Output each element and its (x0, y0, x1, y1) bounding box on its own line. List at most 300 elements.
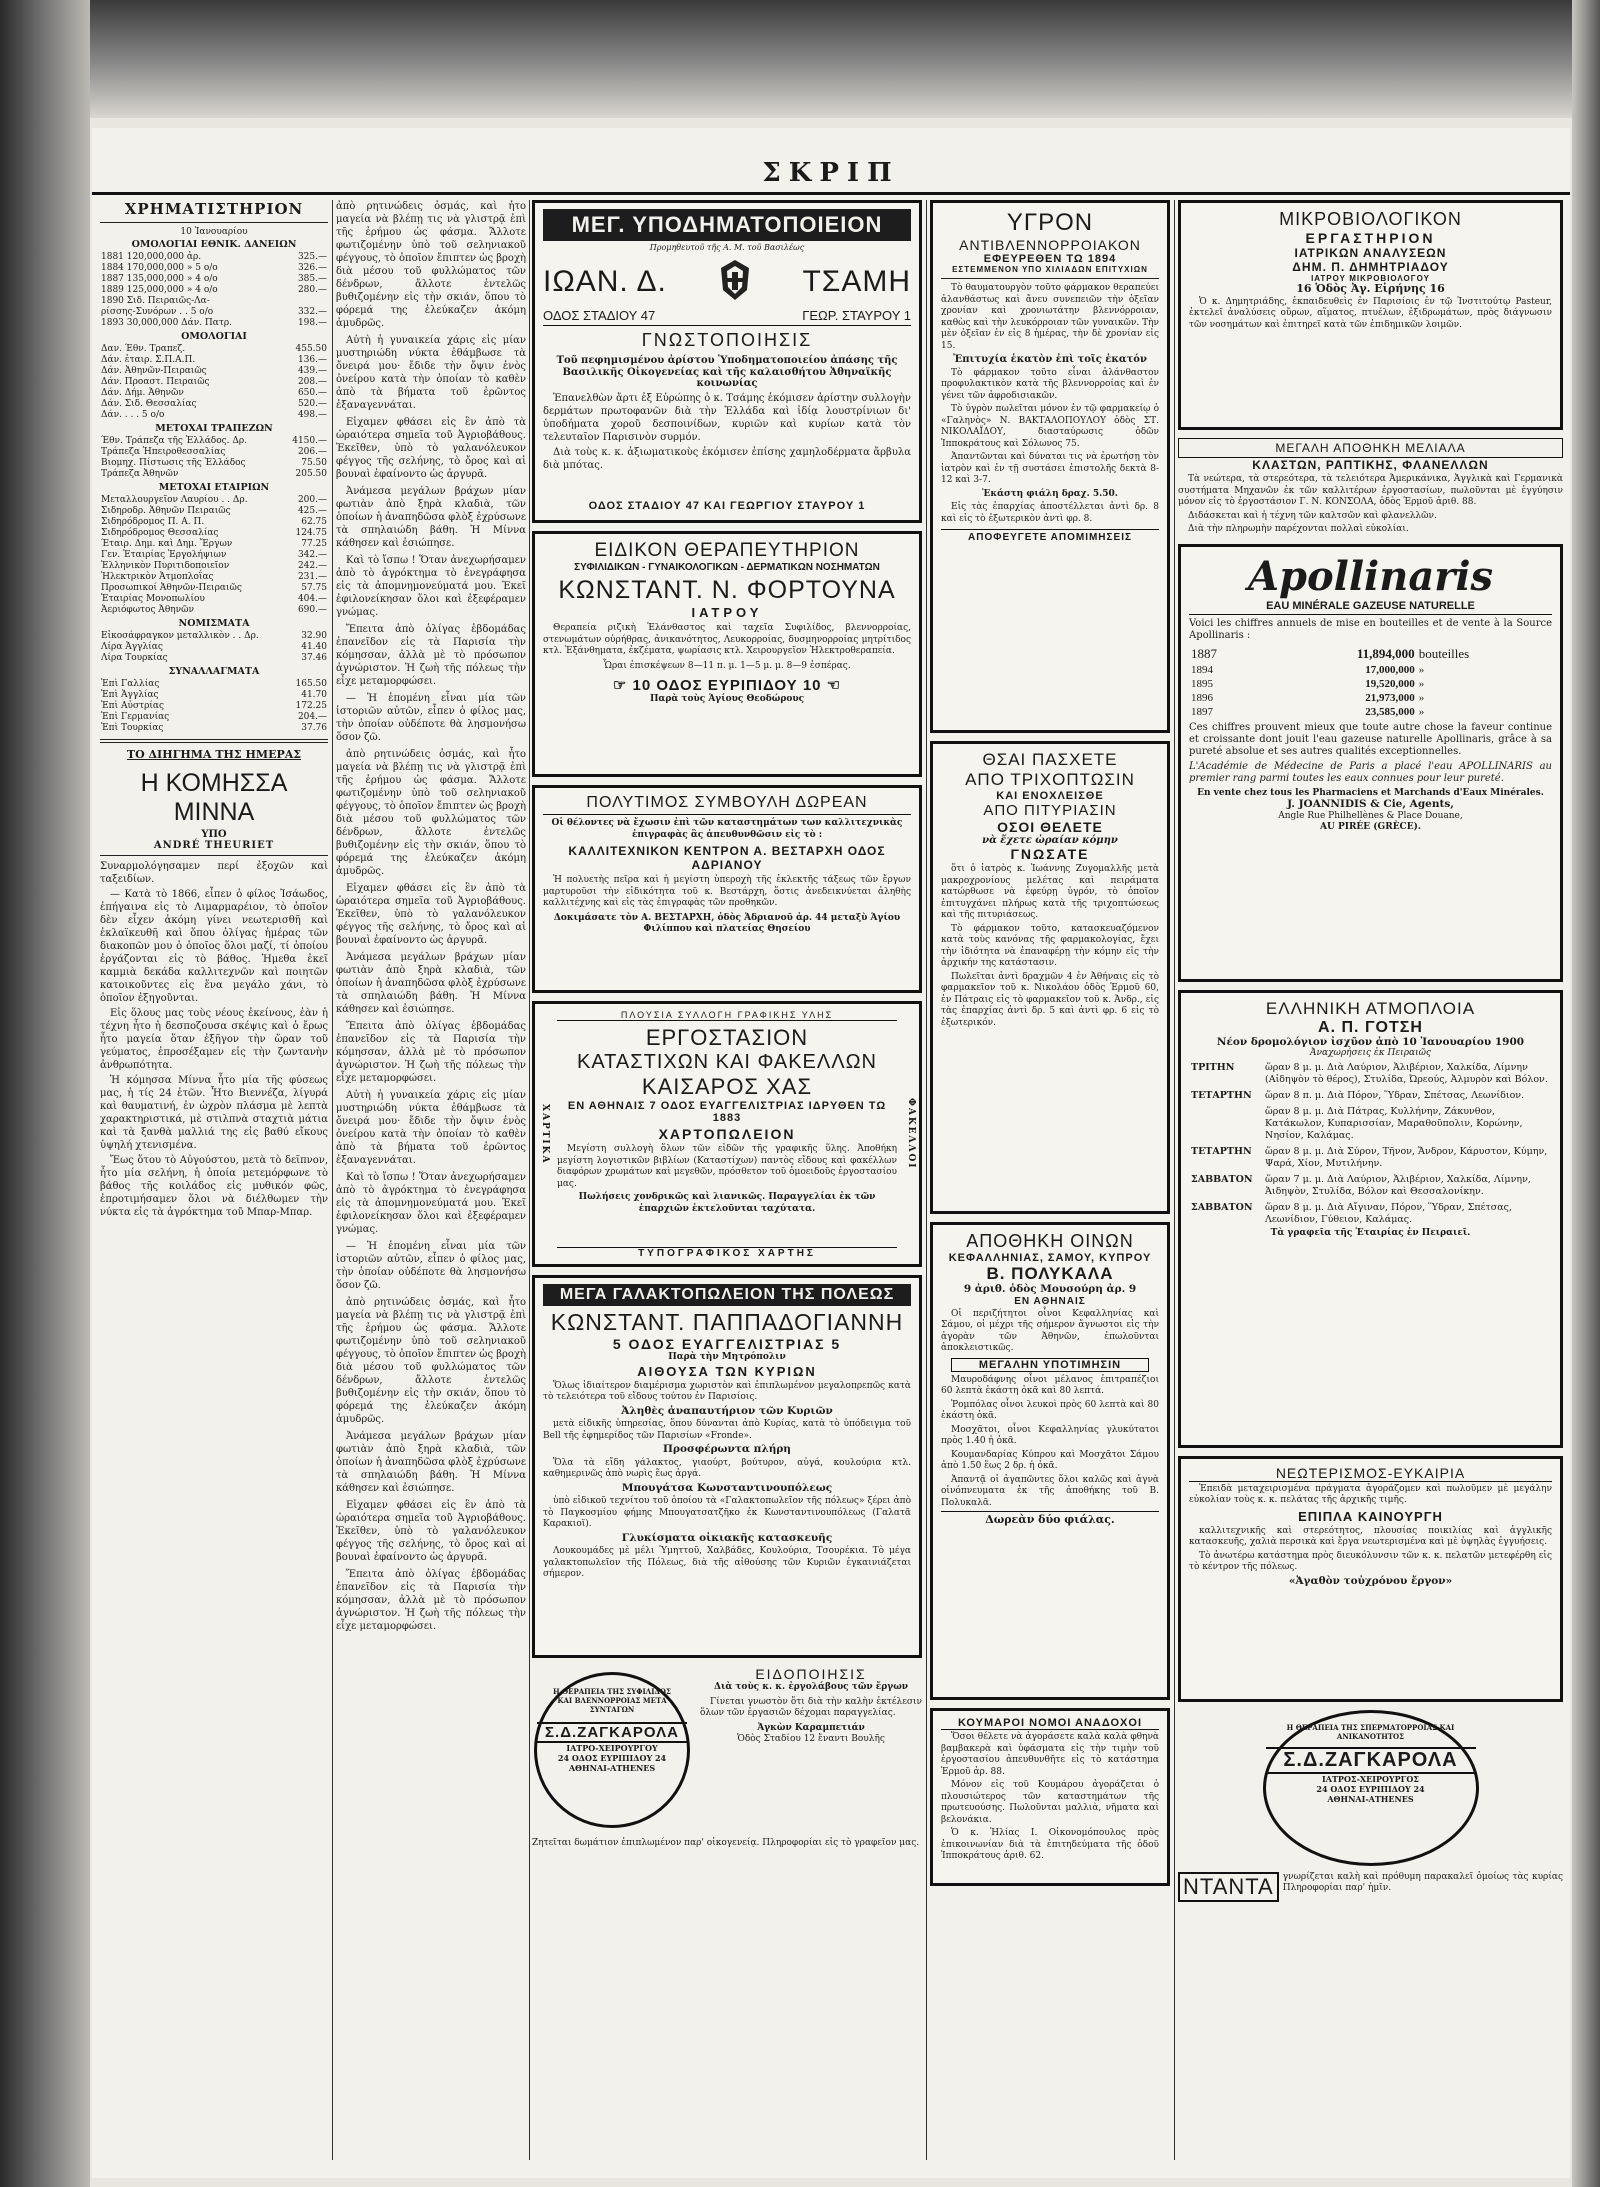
ad-tsami-body: Διὰ τοὺς κ. κ. ἀξιωματικοὺς ἐκόμισεν ἐπίσης χαμηλοδέρματα ἄρβυλα διὰ μπότας. (543, 446, 911, 471)
apollinaris-year: 1895 (1191, 677, 1213, 690)
ad-vestarchi-title: ΠΟΛΥΤΙΜΟΣ ΣΥΜΒΟΥΛΗ ΔΩΡΕΑΝ (543, 794, 911, 815)
schedule-row (1189, 1200, 1552, 1228)
ad-koumaroi-title: ΚΟΥΜΑΡΟΙ ΝΟΜΟΙ ΑΝΑΔΟΧΟΙ (941, 1717, 1159, 1730)
finance-row-value: 520.— (297, 399, 327, 409)
ad-eukairia-title: ΝΕΩΤΕΡΙΣΜΟΣ-ΕΥΚΑΙΡΙΑ (1189, 1465, 1552, 1482)
finance-column (100, 200, 328, 2160)
ad-chas-foot: ΤΥΠΟΓΡΑΦΙΚΟΣ ΧΑΡΤΗΣ (557, 1247, 897, 1259)
story-paragraph: Αὐτὴ ἡ γυναικεία χάρις εἰς μίαν μυστηριώδη νύκτα ἐθάμβωσε τὰ ὄνειρά μου· ἔδιδε τὴν ὄψιν ἐνὸς ὀνείρου κατὰ τὴν ὁποίαν τὸ καθὲν ἀπὸ τὰ βήματα τοῦ ἐρῶντος ἐξαναγεννάται. (336, 1090, 526, 1166)
ad-ygron-body: Εἰς τὰς ἐπαρχίας ἀποστέλλεται ἀντὶ δρ. 8 καὶ εἰς τὸ ἐξωτερικὸν ἀντὶ φρ. 8. (941, 502, 1159, 524)
ad-trich-body: ὅτι ὁ ἰατρὸς κ. Ἰωάννης Ζυγομαλλῆς μετὰ μακροχρονίους μελέτας καὶ πειράματα κατώρθωσε νὰ ἐφεύρῃ ὑγρόν, τὸ ὁποῖον ἐπιτυγχάνει πλήρως κατὰ τῆς τριχοπτώσεως καὶ τῆς πιτυριάσεως. (941, 864, 1159, 920)
ad-pappadogianni-body: ὑπὸ εἰδικοῦ τεχνίτου τοῦ ὁποίου τὰ «Γαλακτοπωλεῖον τῆς πόλεως» ξέρει ἀπὸ τὸ Παγκοσμίου φήμης Μπουγατσατζῆκο ἐκ Κωνσταντινουπόλεως (Γαλατᾶ Καρακιοϊ). (543, 1496, 911, 1529)
ad-meliala-body: Διδάσκεται καὶ ἡ τέχνη τῶν καλτσῶν καὶ φλανελλῶν. (1188, 510, 1437, 521)
ad-fortouna-name: ΚΩΝΣΤΑΝΤ. Ν. ΦΟΡΤΟΥΝΑ (558, 576, 896, 604)
ad-pappadogianni-body: Ὅλα τὰ εἴδη γάλακτος, γιαούρτ, βούτυρον, αὐγά, κουλούρια κτλ. καθημερινῶς ἀπὸ νωρὶς ἕως ἀργά. (543, 1457, 911, 1479)
ad-fortouna-addr-text: 10 ΟΔΟΣ ΕΥΡΙΠΙΔΟΥ 10 (632, 677, 822, 694)
finance-row-label: Σιδηρόδρομος Θεσσαλίας (101, 528, 219, 538)
story-title: Η ΚΟΜΗΣΣΑ ΜΙΝΝΑ (140, 769, 288, 826)
ad-tsami-addr-row (543, 308, 911, 326)
story-paragraph: Ἔπειτα ἀπὸ ὀλίγας ἑβδομάδας ἐπανεῖδον εἰς τὰ Παρισία τὴν κόμησσαν, ἀλλὰ μὲ τὸ πρόσωπον ἀγνώριστον. Ἡ ζωὴ τῆς πόλεως τὴν εἶχε μεταμορφώσει. (336, 624, 526, 687)
ad-pappadogianni (532, 1275, 922, 1658)
ad-ygron-body: Ἀπαντῶνται καὶ δύναται τις νὰ ἐρωτήσῃ τὸν ἰατρὸν καὶ ἐν τῇ συστάσει ἐπιστολῆς δεκτὰ 8-12 καὶ 3-7. (941, 452, 1159, 485)
ad-ergolavoi-name: Ἀγκὼν Καραμπετιάν (757, 1722, 865, 1733)
ad-ergolavoi-addr: Ὁδὸς Σταδίου 12 ἔναντι Βουλῆς (737, 1734, 885, 1744)
apollinaris-count: 19,520,000 (1365, 677, 1415, 690)
table-bank-shares (100, 436, 328, 480)
table-exchange (100, 679, 328, 734)
ads-column-center (532, 200, 922, 2160)
ad-pappadogianni-body: μετὰ εἰδικῆς ὑπηρεσίας, ὅπου δύνανται ἀπὸ Κυρίας, κατὰ τὸ ὑπόδειγμα τοῦ Bell τῆς ἐφημερίδος τῶν Παρισίων «Fronde». (543, 1419, 911, 1441)
story-paragraph: Εἰς ὅλους μας τοὺς νέους ἐκείνους, ἐὰν ἡ τέχνη ἦτο ἡ δεσποζουσα σκέψις καὶ ὁ ἔρως ἦτο μαγεία ὅταν ἐξῆγον τὴν ὥραν τοῦ γεύματος, ἐπροσέξαμεν εἰς τὴν ζωντανὴν ἀνθρωπότητα. (100, 1008, 328, 1071)
ad-gotsi-sub: Νέον δρομολόγιον ἰσχῦον ἀπὸ 10 Ἰανουαρίου 1900 (1216, 1035, 1525, 1048)
finance-row (100, 296, 328, 307)
finance-row-label: 1890 Σιδ. Πειραιῶς-Λα- (101, 296, 210, 306)
ad-chas-title: ΕΡΓΟΣΤΑΣΙΟΝ (645, 1025, 809, 1050)
finance-row-label: Ἐπὶ Αὐστρίας (101, 701, 165, 711)
finance-row-label: Εἰκοσάφραγκον μεταλλικὸν . . Δρ. (101, 631, 259, 641)
ad-oinon-title: ΑΠΟΘΗΚΗ ΟΙΝΩΝ (966, 1231, 1134, 1251)
finance-title: ΧΡΗΜΑΤΙΣΤΗΡΙΟΝ (124, 200, 304, 218)
ad-ntanta (1178, 1872, 1563, 1902)
ad-eukairia-heading: ΕΠΙΠΛΑ ΚΑΙΝΟΥΡΓΗ (1298, 1508, 1443, 1524)
ad-apollinaris-lead: Voici les chiffres annuels de mise en bouteilles et de vente à la Source Apollinaris : (1189, 617, 1552, 641)
finance-row (100, 318, 328, 329)
ad-meliala-body: Τὰ νεώτερα, τὰ στερεότερα, τὰ τελειότερα Ἀμερικάνικα, Ἀγγλικὰ καὶ Γερμανικὰ συστήματα Μηχανῶν ἐκ τῶν καλλιτέρων ἐργοστασίων, πωλοῦνται μὲ ἐγγύησιν μόνον εἰς τὸ ἐργοστάσιον Γ. Ν. ΚΟΝΣΟΛΑ, ὁδὸς Ἑρμοῦ ἀριθ. 88. (1178, 474, 1563, 507)
schedule-day (1189, 1104, 1263, 1144)
ad-ntanta-title: ΝΤΑΝΤΑ (1178, 1872, 1279, 1902)
ad-trich-t6: νὰ ἔχετε ὡραίαν κόμην (982, 835, 1118, 846)
table-company-shares (100, 495, 328, 616)
ad-pappadogianni-title: ΜΕΓΑ ΓΑΛΑΚΤΟΠΩΛΕΙΟΝ ΤΗΣ ΠΟΛΕΩΣ (543, 1284, 911, 1306)
ad-chas-sales: Πωλήσεις χονδρικῶς καὶ λιανικῶς. Παραγγελίαι ἐκ τῶν ἐπαρχιῶν ἐκτελοῦνται ταχύτατα. (578, 1192, 876, 1214)
finance-row-value: 37.46 (301, 653, 327, 663)
ad-vestarchi-center: ΚΑΛΛΙΤΕΧΝΙΚΟΝ ΚΕΝΤΡΟΝ Α. ΒΕΣΤΑΡΧΗ ΟΔΟΣ ΑΔΡΙΑΝΟΥ (568, 844, 886, 872)
ad-chas-sub: ΚΑΤΑΣΤΙΧΩΝ ΚΑΙ ΦΑΚΕΛΛΩΝ (576, 1051, 877, 1073)
finance-row-value: 231.— (297, 572, 327, 582)
story-paragraph: Ἀνάμεσα μεγάλων βράχων μίαν φωτιὰν ἀπὸ ξηρὰ κλαδιὰ, τῶν ὁποίων ἡ ἀναπηδῶσα φλὸξ ἐχρύσωνε τὰ σπηλαιώδη βάθη. Ἡ Μίννα κάθησεν καὶ ἐσιώπησε. (336, 1431, 526, 1494)
hand-pointer-icon: ☜ (826, 677, 842, 694)
finance-row (100, 469, 328, 480)
finance-row-value: 650.— (297, 388, 327, 398)
schedule-row (1189, 1172, 1552, 1200)
ad-tsami-name1: ΙΩΑΝ. Δ. (543, 265, 667, 298)
ad-oinon-sub: ΚΕΦΑΛΛΗΝΙΑΣ, ΣΑΜΟΥ, ΚΥΠΡΟΥ (948, 1252, 1152, 1264)
stamp-right-city: ΑΘΗΝΑΙ-ΑΤΗΕΝΕS (1327, 1793, 1414, 1804)
finance-row-label: Λίρα Τουρκίας (101, 653, 168, 663)
finance-row-value: 326.— (297, 263, 327, 273)
stamp-left-name: Σ.Δ.ΖΑΓΚΑΡΟΛΑ (537, 1722, 687, 1743)
story-paragraph: — Ἡ ἑπομένη εἶναι μία τῶν ἱστοριῶν αὐτῶν, εἶπεν ὁ φίλος μας, τὴν ὁποίαν οὐδέποτε θὰ λησμονήσω ὅσον ζῶ. (336, 693, 526, 743)
apollinaris-unit: » (1418, 677, 1425, 690)
finance-row-label: Ἑταιρίας Μονοπωλίου (101, 594, 205, 604)
ad-chas-shop: ΧΑΡΤΟΠΩΛΕΙΟΝ (658, 1126, 796, 1142)
story-paragraph: ἀπὸ ρητινώδεις ὀσμάς, καὶ ἦτο μαγεία νὰ βλέπῃ τις νὰ γλιστρᾷ ἐπὶ τῆς ἐρήμου ὡς φάσμα. Ἄλλοτε φωτιζομένην ὑπὸ τοῦ σεληνιακοῦ φέγγους, τὸ ὁποῖον ἔπιπτεν ὡς βροχὴ διὰ μέσου τοῦ φυλλώματος τῶν δένδρων, ἄλλοτε ἐντελῶς βυθιζομένην εἰς τὴν σκιάν, ὅπου τὸ φόρεμά της ἐλεύκαζεν ἀκόμη ἀμυδρῶς. (336, 749, 526, 877)
ad-gotsi-title: ΕΛΛΗΝΙΚΗ ΑΤΜΟΠΛΟΙΑ (1265, 998, 1476, 1018)
finance-row-label: Σιδηρόδρομος Π. Α. Π. (101, 517, 205, 527)
ad-trich-t3: ΚΑΙ ΕΝΟΧΛΕΙΣΘΕ (996, 790, 1104, 802)
column-rule (529, 200, 530, 2160)
finance-row-value: 57.75 (301, 583, 327, 593)
finance-row-value: 206.— (297, 447, 327, 457)
finance-row (100, 690, 328, 701)
finance-row-value: 404.— (297, 594, 327, 604)
finance-row-label: Δάν. ἑταιρ. Σ.Π.Α.Π. (101, 355, 196, 365)
apollinaris-year: 1897 (1191, 705, 1213, 718)
ad-fortouna-sub: ΣΥΦΙΛΙΔΙΚΩΝ - ΓΥΝΑΙΚΟΛΟΓΙΚΩΝ - ΔΕΡΜΑΤΙΚΩΝ ΝΟΣΗΜΑΤΩΝ (574, 562, 880, 573)
ad-vestarchi-lead: Οἱ θέλοντες νὰ ἔχωσιν ἐπὶ τῶν καταστημάτων των καλλιτεχνικὰς ἐπιγραφὰς ἂς ἀπευθυνθῶσιν εἰς τὸ : (551, 818, 903, 840)
stamp-left-role: ΙΑΤΡΟ-ΧΕΙΡΟΥΡΓΟΥ (566, 1743, 658, 1753)
schedule-day: ΤΕΤΑΡΤΗΝ (1191, 1145, 1252, 1157)
story-paragraph: — Κατὰ τὸ 1866, εἶπεν ὁ φίλος Ἰσάωδος, ἐπήγαινα εἰς τὸ Λιμαρμαρέιον, τὸ ὁποῖον δὲν εἶχεν ἀκόμη γίνει νεωτερισθῆ καὶ ἐκλαϊκευθῆ καὶ ὅπου ὀλίγας ἡμέρας τῶν διακοπῶν μου ὁ ὁποῖος ὅλοι μαζί, τί ὁποίου ἐργάζονται εἰς τὸ βάθος. Ἠμεθα ἐκεῖ καμμιὰ δεκάδα καλλιτεχνῶν καὶ ποιητῶν κατοικοῦντες εἰς ἕνα μεγάλο χάνι, τὸ ὁποῖον ἐξηγοῦνται. (100, 889, 328, 1004)
ad-fortouna (532, 531, 922, 777)
ad-gotsi-name: Α. Π. ΓΟΤΣΗ (1318, 1018, 1423, 1036)
finance-row (100, 252, 328, 263)
finance-row-label: Έταιρ. Δημ. καὶ Δημ. Ἔργων (101, 539, 233, 549)
finance-row (100, 679, 328, 690)
ad-chas-addr: ΕΝ ΑΘΗΝΑΙΣ 7 ΟΔΟΣ ΕΥΑΓΓΕΛΙΣΤΡΙΑΣ ΙΔΡΥΘΕΝ ΤΩ 1883 (567, 1100, 887, 1124)
finance-row-value: 498.— (297, 410, 327, 420)
ad-oinon-body: Ῥομπόλας οἶνοι λευκοὶ πρὸς 60 λεπτὰ καὶ 80 ἑκάστη ὀκᾶ. (941, 1399, 1159, 1421)
finance-row (100, 550, 328, 561)
ad-eukairia-body: καλλιτεχνικῆς καὶ στερεότητος, πλουσίας ποικιλίας καὶ ἀγγλικῆς κατασκευῆς, χαλιὰ περσικὰ καὶ ἔργα νεωτερισμένα καὶ μὲ ὑψηλὰς ἐγγυήσεις. (1189, 1525, 1552, 1547)
schedule-row (1189, 1088, 1552, 1104)
ad-koumaroi (930, 1708, 1170, 1886)
ad-oinon (930, 1222, 1170, 1700)
schedule-day: ΤΡΙΤΗΝ (1191, 1061, 1235, 1073)
finance-row (100, 399, 328, 410)
section-exchange: ΣΥΝΑΛΛΑΓΜΑΤΑ (168, 666, 260, 677)
ad-ygron-sub3: ΕΣΤΕΜΜΕΝΟΝ ΥΠΟ ΧΙΛΙΑΔΩΝ ΕΠΙΤΥΧΙΩΝ (952, 265, 1148, 274)
ad-trich-t1: ΘΣΑΙ ΠΑΣΧΕΤΕ (982, 750, 1118, 769)
finance-row-value: 41.40 (301, 642, 327, 652)
ad-mikro-name: ΔΗΜ. Π. ΔΗΜΗΤΡΙΑΔΟΥ (1292, 260, 1449, 274)
finance-row-label: Σιδηροδρ. Ἀθηνῶν Πειραιῶς (101, 506, 231, 516)
finance-row-label: Ἀεριόφωτος Ἀθηνῶν (101, 605, 194, 615)
table-bonds (100, 344, 328, 421)
ad-pappadogianni-body: Ὅλως ἰδιαίτερον διαμέρισμα χωριστὸν καὶ ἐπιπλωμένον μεγαλοπρεπῶς κατὰ τὸ τελειότερα τοῦ εἴδους τούτου ἐν Παρισίοις. (543, 1380, 911, 1402)
schedule-route: ὥραν 7 μ. μ. Διὰ Λαύριον, Ἀλιβέριον, Χαλκίδα, Λίμνην, Ἀιδηψὸν, Στυλίδα, Βόλον καὶ Θεσσαλονίκην. (1265, 1173, 1531, 1197)
ad-mikro-body: Ὁ κ. Δημητριάδης, ἐκπαιδευθεὶς ἐν Παρισίοις ἐν τῷ Ἰνστιτούτῳ Pasteur, ἐκτελεῖ ἀναλύσεις οὔρων, αἵματος, πτυέλων, ἐξιδρωμάτων, πρὸς διάγνωσιν τῶν νοσημάτων καὶ ἐπιτηρεῖ κατὰ τῶν ἐπιδημικῶν λοιμῶν. (1189, 296, 1552, 330)
ad-fortouna-body: Θεραπεία ριζικὴ Ἐλάνθαστος καὶ ταχεῖα Συφιλίδος, βλεννορροίας, στενωμάτων οὐρήθρας, ἀνικανότητος, Λευκορροίας, δυσμηνορροίας μητρίτιδος κτλ. Ἐξάνθηματα, ἐκζέματα, ψωρίασις κτλ. Χειρουργεῖον Ἠλεκτροθεραπεία. (543, 623, 911, 656)
ad-ygron-body: Τὸ θαυματουργὸν τοῦτο φάρμακον θεραπεύει ἀλανθάστως καὶ ἄνευ συνεπειῶν τὴν ὀξεῖαν χρονίαν καὶ χρονιωτάτην βλεννόρροιαν, καθὼς καὶ τὴν λευκόρροιαν τῶν γυναικῶν. Τὴν μὲν ὀξεῖαν ἐν εἰς 8 ἡμέρας, τὴν δὲ χρονίαν εἰς 15. (941, 283, 1159, 351)
apollinaris-row (1189, 691, 1552, 705)
story-continuation-column (336, 200, 526, 2160)
finance-row (100, 642, 328, 653)
ad-oinon-heading: ΜΕΓΑΛΗΝ ΥΠΟΤΙΜΗΣΙΝ (951, 1358, 1149, 1372)
ad-mikro-addr: 16 Ὁδὸς Ἀγ. Εἰρήνης 16 (1296, 282, 1445, 295)
ad-meliala-sub: ΚΛΑΣΤΩΝ, ΡΑΠΤΙΚΗΣ, ΦΛΑΝΕΛΛΩΝ (1252, 458, 1489, 472)
finance-row-label: Βιομηχ. Πίστωσις τῆς Ἑλλάδος (101, 458, 246, 468)
stamp-right-arc: Η ΘΕΡΑΠΕΙΑ ΤΗΣ ΣΠΕΡΜΑΤΟΡΡΟΙΑΣ ΚΑΙ ΑΝΙΚΑΝΟΤΗΤΟΣ (1286, 1722, 1455, 1741)
finance-row (100, 458, 328, 469)
finance-row-label: 1893 30,000,000 Δάν. Πατρ. (101, 318, 232, 328)
section-currency: ΝΟΜΙΣΜΑΤΑ (178, 618, 250, 629)
finance-row (100, 561, 328, 572)
finance-row-value: 325.— (297, 252, 327, 262)
story-paragraph: Εἰχαμεν φθάσει εἰς ἓν ἀπὸ τὰ ὡραιότερα σημεῖα τοῦ Ἀγριοβάθους. Ἐκεῖθεν, ὑπὸ τὸ γαλανόλευκον φέγγος τῆς σελήνης, τὸ ὄρος καὶ αἱ βουναὶ ἐφαίνοντο ὡς ἀργυρᾶ. (336, 883, 526, 946)
finance-row-label: Ἐπὶ Ἀγγλίας (101, 690, 159, 700)
finance-row-value: 62.75 (301, 517, 327, 527)
schedule-route: ὥραν 8 π. μ. Διὰ Πόρον, Ὕδραν, Σπέτσας, Λεωνίδιον. (1265, 1089, 1525, 1101)
hand-pointer-icon: ☞ (612, 677, 628, 694)
ad-ygron-heading: Ἐπιτυχία ἑκατὸν ἐπὶ τοῖς ἑκατόν (953, 354, 1147, 365)
ads-column-right (1178, 200, 1563, 2160)
finance-row (100, 355, 328, 366)
finance-row (100, 701, 328, 712)
finance-row-value: 41.70 (301, 690, 327, 700)
ad-pappadogianni-heading: Προσφέρωντα πλήρη (663, 1443, 791, 1455)
ad-oinon-foot: Δωρεὰν δύο φιάλας. (941, 1511, 1159, 1526)
ad-ygron-body: Τὸ φάρμακον τοῦτο εἶναι ἀλάνθαστον προφυλακτικὸν κατὰ τῆς βλεννορροίας καὶ ἐν γένει τῶν ἀφροδισιακῶν. (941, 367, 1159, 401)
ad-mikro-sub: ΕΡΓΑΣΤΗΡΙΟΝ (1305, 230, 1436, 246)
finance-row-label: 1881 120,000,000 ἀρ. (101, 252, 202, 262)
ad-apollinaris (1178, 544, 1563, 982)
ad-tsami-name2: ΤΣΑΜΗ (802, 265, 911, 298)
finance-row-label: Έθν. Τράπεζα τῆς Ἑλλάδος. Δρ. (101, 436, 248, 446)
ad-pappadogianni-heading: Ἀληθὲς ἀναπαυτήριον τῶν Κυριῶν (621, 1404, 833, 1417)
ad-tsami-body: Ἐπανελθὼν ἄρτι ἐξ Εὐρώπης ὁ κ. Τσάμης ἐκόμισεν ἀρίστην συλλογὴν δερμάτων πρωτοφανῶν διὰ τὴν Ἑλλάδα καὶ ἰδίᾳ λουστρίνιων δι' ὑποδήματα χοροῦ δεσποινίδων, κυριῶν καὶ κυρίων κατὰ τὸν τελευταῖον Παρισινὸν συρμόν. (543, 392, 911, 443)
ad-tsami-title: ΜΕΓ. ΥΠΟΔΗΜΑΤΟΠΟΙΕΙΟΝ (543, 209, 911, 241)
finance-row-label: Δάν. . . . 5 ο/ο (101, 410, 165, 420)
ad-fortouna-role: ΙΑΤΡΟΥ (691, 605, 763, 620)
ad-fortouna-near: Παρὰ τοὺς Ἁγίους Θεοδώρους (649, 694, 805, 704)
finance-row-value: 32.90 (301, 631, 327, 641)
finance-row (100, 583, 328, 594)
ad-gotsi-lead: Ἀναχωρήσεις ἐκ Πειραιῶς (1309, 1048, 1431, 1058)
apollinaris-unit: » (1418, 663, 1425, 676)
story-paragraph: ἀπὸ ρητινώδεις ὀσμάς, καὶ ἦτο μαγεία νὰ βλέπῃ τις νὰ γλιστρᾷ ἐπὶ τῆς ἐρήμου ὡς φάσμα. Ἄλλοτε φωτιζομένην ὑπὸ τοῦ σεληνιακοῦ φέγγους, τὸ ὁποῖον ἔπιπτεν ὡς βροχὴ διὰ μέσου τοῦ φυλλώματος τῶν δένδρων, ἄλλοτε ἐντελῶς βυθιζομένην εἰς τὴν σκιάν, ὅπου τὸ φόρεμά της ἐλεύκαζεν ἀκόμη ἀμυδρῶς. (336, 1297, 526, 1425)
finance-row-value: 198.— (297, 318, 327, 328)
ad-oinon-name: Β. ΠΟΛΥΚΑΛΑ (986, 1264, 1114, 1283)
ad-ergolavoi (700, 1666, 922, 1834)
ad-mikro (1178, 200, 1563, 430)
finance-row (100, 285, 328, 296)
finance-row-value: 455.50 (295, 344, 327, 354)
apollinaris-year: 1894 (1191, 663, 1213, 676)
schedule-day: ΣΑΒΒΑΤΟΝ (1191, 1201, 1253, 1213)
finance-row-value: 200.— (297, 495, 327, 505)
story-paragraph: Ἔπειτα ἀπὸ ὀλίγας ἑβδομάδας ἐπανεῖδον εἰς τὰ Παρισία τὴν κόμησσαν, ἀλλὰ μὲ τὸ πρόσωπον ἀγνώριστον. Ἡ ζωὴ τῆς πόλεως τὴν εἶχε μεταμορφώσει. (336, 1021, 526, 1084)
finance-row (100, 307, 328, 318)
ad-pappadogianni-heading: Μπουγάτσα Κωνσταντινουπόλεως (621, 1481, 833, 1494)
ad-ygron-title: ΥΓΡΟΝ (1006, 209, 1094, 236)
apollinaris-unit: » (1418, 691, 1425, 704)
ad-oinon-body: Οἱ περιζήτητοι οἶνοι Κεφαλληνίας καὶ Σάμου, οἱ μέχρι τῆς σήμερον ἄγνωστοι εἰς τὴν ἀγορὰν τῶν Ἀθηνῶν, ἐπωλοῦνται ἀποκλειστικῶς. (941, 1308, 1159, 1353)
apollinaris-unit: bouteilles (1418, 645, 1470, 661)
finance-row-label: Ἐπὶ Γερμανίας (101, 712, 170, 722)
ad-pappadogianni-name: ΚΩΝΣΤΑΝΤ. ΠΑΠΠΑΔΟΓΙΑΝΝΗ (550, 1309, 904, 1335)
schedule-row (1189, 1060, 1552, 1088)
finance-row (100, 539, 328, 550)
stamp-left-wrap (532, 1666, 692, 1834)
section-national-loans: ΟΜΟΛΟΓΙΑΙ ΕΘΝΙΚ. ΔΑΝΕΙΩΝ (131, 239, 297, 250)
finance-row-value: 205.50 (295, 469, 327, 479)
ad-tsami-name-row (543, 256, 911, 308)
finance-row-label: 1889 125,000,000 » 4 ο/ο (101, 285, 218, 295)
masthead: ΣΚΡΙΠ (762, 158, 900, 188)
scan-shadow-left (0, 0, 90, 2187)
ad-ygron-foot: ΑΠΟΦΕΥΓΕΤΕ ΑΠΟΜΙΜΗΣΕΙΣ (941, 529, 1159, 543)
ad-mikro-role: ΙΑΤΡΟΥ ΜΙΚΡΟΒΙΟΛΟΓΟΥ (1311, 274, 1430, 283)
schedule-route: ὥραν 8 μ. μ. Διὰ Λαύριον, Ἀλιβέριον, Χαλκίδα, Λίμνην (Αἰδηψὸν τὸ θέρος), Στυλίδα, Ὠρεούς, Ἀλμυρὸν καὶ Βόλον. (1265, 1061, 1548, 1085)
finance-row (100, 506, 328, 517)
section-bank-shares: ΜΕΤΟΧΑΙ ΤΡΑΠΕΖΩΝ (155, 423, 273, 434)
rule (941, 278, 1159, 279)
story-paragraph: Ἔπειτα ἀπὸ ὀλίγας ἑβδομάδας ἐπανεῖδον εἰς τὰ Παρισία τὴν κόμησσαν, ἀλλὰ μὲ τὸ πρόσωπον ἀγνώριστον. Ἡ ζωὴ τῆς πόλεως τὴν εἶχε μεταμορφώσει. (336, 1569, 526, 1632)
apollinaris-year: 1887 (1191, 645, 1217, 661)
finance-row (100, 723, 328, 734)
table-currency (100, 631, 328, 664)
ad-ntanta-body: γνωρίζεται καλὴ καὶ πρόθυμη παρακαλεῖ ὁμοίως τὰς κυρίας Πληροφορίαι παρ' ἡμῖν. (1282, 1871, 1563, 1893)
ad-ygron-price: Ἐκάστη φιάλη δραχ. 5.50. (982, 488, 1118, 499)
ad-mikro-sub2: ΙΑΤΡΙΚΩΝ ΑΝΑΛΥΣΕΩΝ (1294, 246, 1447, 260)
finance-row (100, 436, 328, 447)
finance-row-value: 124.75 (295, 528, 327, 538)
table-national-loans (100, 252, 328, 329)
story-paragraph: Εἰχαμεν φθάσει εἰς ἓν ἀπὸ τὰ ὡραιότερα σημεῖα τοῦ Ἀγριοβάθους. Ἐκεῖθεν, ὑπὸ τὸ γαλανόλευκον φέγγος τῆς σελήνης, τὸ ὄρος καὶ αἱ βουναὶ ἐφαίνοντο ὡς ἀργυρᾶ. (336, 417, 526, 480)
finance-row (100, 447, 328, 458)
story-paragraph: Καὶ τὸ ἴσπω ! Ὅταν ἀνεχωρήσαμεν ἀπὸ τὸ ἀγρόκτημα τὸ ἐνεγράφησα εἰς τὰ ἀπομνημονεύματά μου. Ἐκεῖ ἐφιλονείκησαν ὅλοι καὶ ἐξεφέραμεν γνώμας. (336, 1172, 526, 1235)
finance-row-value: 204.— (297, 712, 327, 722)
ad-eukairia-foot: «Ἀγαθὸν τοὐχρόνου ἔργον» (1288, 1574, 1453, 1587)
stamp-left-city: ΑΘΗΝΑΙ-ΑΤΗΕΝΕS (568, 1763, 656, 1773)
finance-row-label: Ἠλεκτρικὸν Ἀτμοπλοΐας (101, 572, 214, 582)
finance-row-value: 425.— (297, 506, 327, 516)
ad-ygron-sub2: ΕΦΕΥΡΕΘΕΝ ΤΩ 1894 (983, 253, 1117, 265)
finance-row (100, 517, 328, 528)
finance-row-value: 75.50 (301, 458, 327, 468)
ad-pappadogianni-body: Λουκουμάδες μὲ μέλι Ὑμηττοῦ, Χαλβάδες, Κουλούρια, Τσουρέκια. Τὸ μέγα γαλακτοπωλεῖον τῆς Πόλεως, διὰ τῆς αἰθούσης τῶν Κυριῶν ἐγκαινιάζεται σήμερον. (543, 1546, 911, 1579)
finance-row (100, 712, 328, 723)
finance-row-label: Μεταλλουργεῖον Λαυρίου . . Δρ. (101, 495, 248, 505)
ad-pappadogianni-near: Παρὰ τὴν Μητρόπολιν (668, 1352, 786, 1362)
ad-tsami-sub: Προμηθευτοῦ τῆς Α. Μ. τοῦ Βασιλέως (649, 243, 805, 252)
finance-row-label: Ἐπὶ Γαλλίας (101, 679, 160, 689)
ad-apollinaris-brand: Apollinaris (1247, 552, 1494, 600)
finance-row (100, 605, 328, 616)
ad-fortouna-addr (543, 676, 911, 694)
finance-row-value: 77.25 (301, 539, 327, 549)
story-paragraph: Ἔως ὅτου τὸ Αὐγούστου, μετὰ τὸ δεῖπνον, ἦτο μία σελήνη, ἡ ὁποία μετεμόρφωνε τὸ βάθος τῆς κοιλάδος εἰς μυθικόν φῶς, ἐπροτιμήσαμεν ὅλοι νὰ διέλθωμεν τὴν νύκτα εἰς τὰ ἀγρόκτημα τοῦ Μπαρ-Μπαρ. (100, 1155, 328, 1218)
ad-ygron-body: Τὸ ὑγρὸν πωλεῖται μόνον ἐν τῷ φαρμακείῳ ὁ «Γαληνὸς» Ν. ΒΑΚΤΑΛΟΠΟΥΛΟΥ ὁδὸς ΣΤ. ΝΙΚΟΛΑΪΔΟΥ, διασταύρωσις ὁδῶν Ἱπποκράτους καὶ Σόλωνος 75. (941, 404, 1159, 449)
finance-row-value: 37.76 (301, 723, 327, 733)
column-rule (926, 200, 927, 2160)
story-paragraph: — Ἡ ἑπομένη εἶναι μία τῶν ἱστοριῶν αὐτῶν, εἶπεν ὁ φίλος μας, τὴν ὁποίαν οὐδέποτε θὰ λησμονήσω ὅσον ζῶ. (336, 1241, 526, 1291)
schedule-route: ὥραν 8 μ. μ. Διὰ Αἴγιναν, Πόρον, Ὕδραν, Σπέτσας, Λεωνίδιον, Γύθειον, Καλάμας. (1265, 1201, 1512, 1225)
ad-oinon-body: Ἀπαντᾷ οἱ ἀγαπῶντες ὅλοι καλῶς καὶ ἁγνὰ οἰνόπνευματα ἐκ τῆς ἀποθήκης τοῦ Β. Πολυκαλᾶ. (941, 1474, 1159, 1508)
apollinaris-row (1189, 645, 1552, 663)
stamp-right-role: ΙΑΤΡΟΣ-ΧΕΙΡΟΥΡΓΟΣ (1322, 1773, 1419, 1784)
finance-row-label: Γεν. Ἑταιρίας Ἐργολήψιων (101, 550, 227, 560)
finance-row (100, 344, 328, 355)
finance-row-value: 439.— (297, 366, 327, 376)
ad-tsami-body: Τοῦ πεφημισμένου ἀρίστου Ὑποδηματοποιείου ἀπάσης τῆς Βασιλικῆς Οἰκογενείας καὶ τῆς καλαισθήτου Ἀθηναϊκῆς κοινωνίας (556, 355, 898, 389)
stamp-left-arc: Η ΘΕΡΑΠΕΙΑ ΤΗΣ ΣΥΦΙΛΙΔΟΣ ΚΑΙ ΒΛΕΝΝΟΡΡΟΙΑΣ ΜΕΤΑ ΣΥΝΤΑΓΩΝ (553, 1687, 671, 1714)
rule (100, 222, 328, 223)
finance-row-value: 4150.— (292, 436, 327, 446)
ad-chas-side-right: ΦΑΚΕΛΛΟΙ (906, 1098, 916, 1170)
finance-row-value: 690.— (297, 605, 327, 615)
ad-apollinaris-city: AU PIRÉE (GRÈCE). (1320, 822, 1421, 832)
apollinaris-row (1189, 677, 1552, 691)
finance-row-value: 242.— (297, 561, 327, 571)
ad-pappadogianni-addr: 5 ΟΔΟΣ ΕΥΑΓΓΕΛΙΣΤΡΙΑΣ 5 (612, 1336, 842, 1352)
ad-eukairia-body: Τὸ ἀνωτέρω κατάστημα πρὸς διευκόλυνσιν τῶν κ. κ. πελατῶν μετεφέρθη εἰς τὸ κέντρον τῆς πόλεως. (1189, 1550, 1552, 1572)
story-kicker: ΤΟ ΔΙΗΓΗΜΑ ΤΗΣ ΗΜΕΡΑΣ (126, 748, 302, 761)
finance-row-value: 342.— (297, 550, 327, 560)
finance-row-value: 165.50 (295, 679, 327, 689)
ad-koumaroi-foot: Ὁ κ. Ἠλίας Ι. Οἰκονομόπουλος πρὸς ἐπικοινωνίαν διὰ τὰ ἐπιτηδεύματα τῆς ὁδοῦ Ἱπποκράτους ἀριθ. 62. (941, 1828, 1159, 1861)
ad-trich-t7: ΓΝΩΣΑΤΕ (1010, 846, 1090, 862)
ad-apollinaris-agents2: Angle Rue Philhellènes & Place Douane, (1278, 810, 1463, 821)
ad-tsami (532, 200, 922, 523)
finance-row (100, 495, 328, 506)
ad-tsami-notice: ΓΝΩΣΤΟΠΟΙΗΣΙΣ (641, 330, 813, 350)
finance-row (100, 366, 328, 377)
schedule-route: ὥραν 8 μ. μ. Διὰ Πάτρας, Κυλλήνην, Ζάκυνθον, Κατάκωλον, Κυπαρισσίαν, Μαραθοῦπολιν, Κορώνην, Νησίον, Καλάμας. (1265, 1105, 1523, 1141)
finance-row-label: 1884 170,000,000 » 5 ο/ο (101, 263, 218, 273)
ad-gotsi (1178, 990, 1563, 1448)
ad-chas-side-left: ΧΑΡΤΙΚΑ (540, 1103, 550, 1165)
finance-row-value: 136.— (297, 355, 327, 365)
finance-row (100, 377, 328, 388)
schedule-route: ὥραν 8 μ. μ. Διὰ Σύρον, Τῆνον, Ἄνδρον, Κάρυστον, Κύμην, Ψαρά, Χίον, Μυτιλήνην. (1265, 1145, 1548, 1169)
finance-row-label: Δάν. Προαστ. Πειραιῶς (101, 377, 210, 387)
finance-row (100, 410, 328, 421)
finance-row-label: 1887 135,000,000 » 4 ο/ο (101, 274, 218, 284)
ad-fortouna-hours: Ὧραι ἐπισκέψεων 8—11 π. μ. 1—5 μ. μ. 8—9 ἑσπέρας. (603, 660, 851, 671)
ad-chas-name: ΚΑΙΣΑΡΟΣ ΧΑΣ (641, 1074, 813, 1099)
ad-chas-body: Μεγίστη συλλογὴ ὅλων τῶν εἰδῶν τῆς γραφικῆς ὕλης. Ἀποθήκη μεγίστη λογιστικῶν βιβλίων (Καταστίχων) παντὸς εἴδους καὶ φακέλλων διαφόρων χρωμάτων καὶ μεγεθῶν, πρόσθετον τοῦ ὁμοειδοῦς ἐργοστασίου μας. (557, 1144, 897, 1189)
ad-vestarchi (532, 785, 922, 993)
ad-apollinaris-table (1189, 645, 1552, 719)
ad-apollinaris-sub: EAU MINÉRALE GAZEUSE NATURELLE (1189, 600, 1552, 615)
ad-apollinaris-agents: J. JOANNIDIS & Cie, Agents, (1287, 798, 1454, 810)
column-rule (332, 200, 333, 2160)
story-paragraph: Εἰχαμεν φθάσει εἰς ἓν ἀπὸ τὰ ὡραιότερα σημεῖα τοῦ Ἀγριοβάθους. Ἐκεῖθεν, ὑπὸ τὸ γαλανόλευκον φέγγος τῆς σελήνης, τὸ ὄρος καὶ αἱ βουναὶ ἐφαίνοντο ὡς ἀργυρᾶ. (336, 1500, 526, 1563)
ad-mikro-title: ΜΙΚΡΟΒΙΟΛΟΓΙΚΟΝ (1279, 209, 1462, 229)
apollinaris-row (1189, 705, 1552, 719)
ad-ygron-sub: ΑΝΤΙΒΛΕΝΝΟΡΡΟΙΑΚΟΝ (959, 237, 1141, 253)
finance-row-label: Ἐπὶ Τουρκίας (101, 723, 164, 733)
story-by: ΥΠΟ (201, 829, 227, 840)
finance-row (100, 572, 328, 583)
ad-eukairia (1178, 1456, 1563, 1702)
apollinaris-unit: » (1418, 705, 1425, 718)
ad-tsami-foot: ΟΔΟΣ ΣΤΑΔΙΟΥ 47 ΚΑΙ ΓΕΩΡΓΙΟΥ ΣΤΑΥΡΟΥ 1 (588, 500, 866, 512)
ad-oinon-body: Μαυροδάφνης οἶνοι μέλανος ἐπιτραπέζιοι 60 λεπτὰ ἑκάστη ὀκᾶ καὶ 80 λεπτά. (941, 1374, 1159, 1396)
stamp-right-name: Σ.Δ.ΖΑΓΚΑΡΟΛΑ (1266, 1747, 1476, 1774)
ad-ergolavoi-body: Γίνεται γνωστὸν ὅτι διὰ τὴν καλὴν ἐκτέλεσιν ὅλων τῶν ἐργασιῶν δέχομαι παραγγελίας. (700, 1696, 922, 1718)
finance-row-label: Τράπεζα Ἠπειροθεσσαλίας (101, 447, 226, 457)
rule (100, 739, 328, 743)
apollinaris-count: 23,585,000 (1365, 705, 1415, 718)
newspaper-page (92, 128, 1570, 2178)
ad-vestarchi-body: Ἡ πολυετὴς πεῖρα καὶ ἡ μεγίστη ὑπεροχὴ τῆς ἐκλεκτῆς τάξεως τῶν ἔργων μαρτυροῦσι τὴν εἰδικότητα τοῦ κ. Βεστάρχη, ὅστις ἀνεδεικνύεται ἀληθὴς καλλιτέχνης καὶ εἰς τὰς ἐπιγραφὰς τῶν προθηκῶν. (543, 875, 911, 908)
section-bonds: ΟΜΟΛΟΓΙΑΙ (181, 331, 247, 342)
ad-eukairia-body: Ἐπειδὰ μεταχειρισμένα πράγματα ἀγοράζομεν καὶ πωλοῦμεν μὲ μεγάλην εὐκολίαν τοὺς κ. κ. πελάτας τῆς ἀρχικῆς τιμῆς. (1189, 1483, 1552, 1505)
ad-koumaroi-body: Μόνον εἰς τοῦ Κουμάρου ἀγοράζεται ὁ πλουσιώτερος τῶν καταστημάτων τῆς πρωτευούσης. Πωλοῦνται μαλλιὰ, νῆματα καὶ βελονάκια. (941, 1780, 1159, 1825)
story-paragraph: Ἀνάμεσα μεγάλων βράχων μίαν φωτιὰν ἀπὸ ξηρὰ κλαδιὰ, τῶν ὁποίων ἡ ἀναπηδῶσα φλὸξ ἐχρύσωνε τὰ σπηλαιώδη βάθη. Ἡ Μίννα κάθησεν καὶ ἐσιώπησε. (336, 486, 526, 549)
scan-shadow-right (1572, 0, 1600, 2187)
ad-trichoptosin (930, 741, 1170, 1214)
classified-note: Ζητεῖται δωμάτιον ἐπιπλωμένον παρ' οἰκογενείᾳ. Πληροφορίαι εἰς τὸ γραφεῖον μας. (532, 1838, 920, 1848)
finance-row-value: 385.— (297, 274, 327, 284)
story-paragraph: Συναρμολόγησαμεν περί ἐξοχῶν καὶ ταξειδίων. (100, 861, 328, 885)
schedule-day: ΣΑΒΒΑΤΟΝ (1191, 1173, 1253, 1185)
story-paragraph: ἀπὸ ρητινώδεις ὀσμάς, καὶ ἦτο μαγεία νὰ βλέπῃ τις νὰ γλιστρᾷ ἐπὶ τῆς ἐρήμου ὡς φάσμα. Ἄλλοτε φωτιζομένην ὑπὸ τοῦ σεληνιακοῦ φέγγους, τὸ ὁποῖον ἔπιπτεν ὡς βροχὴ διὰ μέσου τοῦ φυλλώματος τῶν δένδρων, ἄλλοτε ἐντελῶς βυθιζομένην εἰς τὴν σκιάν, ὅπου τὸ φόρεμά της ἐλεύκαζεν ἀκόμη ἀμυδρῶς. (336, 201, 526, 329)
ad-oinon-body: Κουμανδαρίας Κύπρου καὶ Μοσχᾶτοι Σάμου ἀπὸ 1.50 ἕως 2 δρ. ἡ ὀκᾶ. (941, 1449, 1159, 1471)
